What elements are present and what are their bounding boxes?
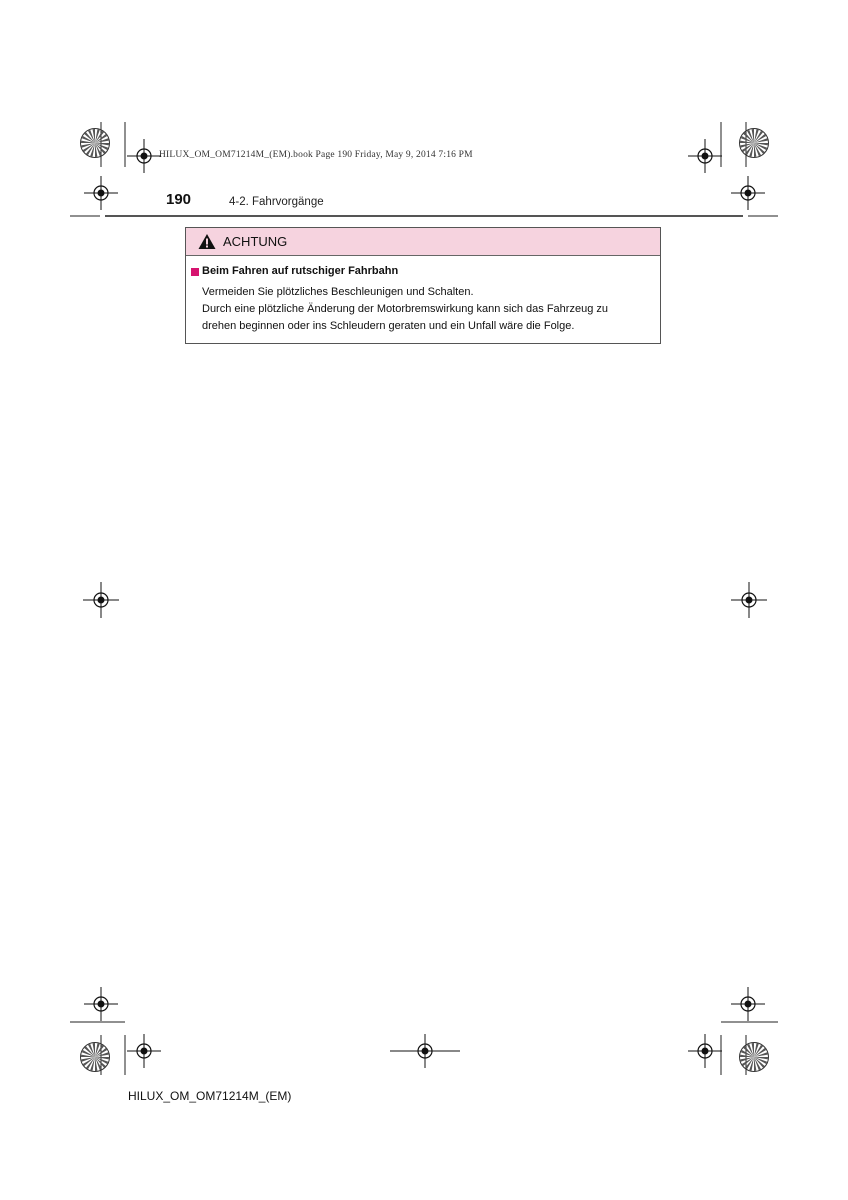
color-wheel-icon xyxy=(739,128,769,158)
print-header: HILUX_OM_OM71214M_(EM).book Page 190 Friday, May 9, 2014 7:16 PM xyxy=(159,150,473,160)
caution-line: Vermeiden Sie plötzliches Beschleunigen und Schalten. xyxy=(202,286,474,298)
registration-mark-icon xyxy=(127,1034,161,1068)
registration-mark-icon xyxy=(688,139,722,173)
caution-label: ACHTUNG xyxy=(223,234,288,249)
color-wheel-icon xyxy=(739,1042,769,1072)
registration-mark-icon xyxy=(84,987,118,1021)
color-wheel-icon xyxy=(80,128,110,158)
registration-mark-icon xyxy=(127,139,161,173)
registration-mark-icon xyxy=(688,1034,722,1068)
footer-code: HILUX_OM_OM71214M_(EM) xyxy=(128,1089,292,1103)
caution-line: drehen beginnen oder ins Schleudern geraten und ein Unfall wäre die Folge. xyxy=(202,320,575,332)
registration-mark-icon xyxy=(83,582,119,618)
registration-mark-icon xyxy=(731,582,767,618)
registration-mark-icon xyxy=(731,987,765,1021)
registration-mark-icon xyxy=(390,1034,460,1068)
section-title: 4-2. Fahrvorgänge xyxy=(229,196,324,208)
caution-item-title: Beim Fahren auf rutschiger Fahrbahn xyxy=(202,265,399,277)
page-number: 190 xyxy=(166,191,192,208)
caution-line: Durch eine plötzliche Änderung der Motorbremswirkung kann sich das Fahrzeug zu xyxy=(202,303,608,315)
registration-mark-icon xyxy=(731,176,765,210)
registration-mark-icon xyxy=(84,176,118,210)
color-wheel-icon xyxy=(80,1042,110,1072)
